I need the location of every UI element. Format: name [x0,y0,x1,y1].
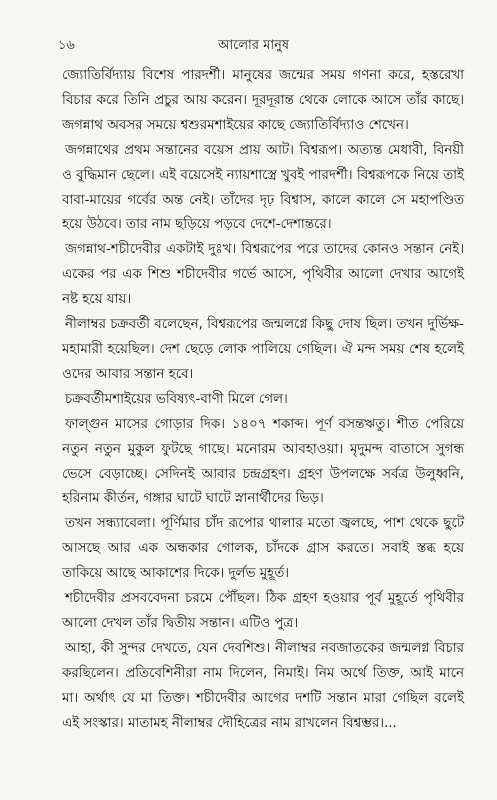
running-title: আলোর মানুষ [217,38,290,53]
paragraph: চক্রবর্তীমশাইয়ের ভবিষ্যৎ-বাণী মিলে গেল। [65,391,288,407]
paragraph: জগন্নাথের প্রথম সন্তানের বয়েস প্রায় আট। বিশ্বরূপ। অত্যন্ত মেধাবী, বিনয়ী ও বুদ্ধিমান ছেলে। এই বয়েসেই ন্যায়শাস্ত্রে খুবই পারদর্শী। বিশ্বরূপকে নিয়ে তাই বাবা-মায়ের গর্বের অন্ত নেই। তাঁদের দৃঢ় বিশ্বাস, কালে কালে সে মহাপণ্ডিত হয়ে উঠবে। তার নাম ছড়িয়ে পড়বে দেশে-দেশান্তরে। [62,142,464,233]
paragraph: আহা, কী সুন্দর দেখতে, যেন দেবশিশু। নীলাম্বর নবজাতকের জন্মলগ্ন বিচার করছিলেন। প্রতিবেশিনীরা নাম দিলেন, নিমাই। নিম অর্থে তিক্ত, আই মানে মা। অর্থাৎ যে মা তিক্ত। শচীদেবীর আগের দশটি সন্তান মারা গেছিল বলেই এই সংস্কার। মাতামহ নীলাম্বর দৌহিত্রের নাম রাখলেন বিশ্বম্ভর।... [62,640,464,731]
page-header [58,36,449,56]
paragraph: জগন্নাথ-শচীদেবীর একটাই দুঃখ। বিশ্বরূপের পরে তাদের কোনও সন্তান নেই। একের পর এক শিশু শচীদেবীর গর্ভে আসে, পৃথিবীর আলো দেখার আগেই নষ্ট হয়ে যায়। [62,242,464,308]
paragraph: ফাল্গুন মাসের গোড়ার দিক। ১৪০৭ শকাব্দ। পূর্ণ বসন্তঋতু। শীত পেরিয়ে নতুন নতুন মুকুল ফুটছে গাছে। মনোরম আবহাওয়া। মৃদুমন্দ বাতাসে সুগন্ধ ভেসে বেড়াচ্ছে। সেদিনই আবার চন্দ্রগ্রহণ। গ্রহণ উপলক্ষে সর্বত্র উলুধ্বনি, হরিনাম কীর্তন, গঙ্গার ঘাটে ঘাটে স্নানার্থীদের ভিড়। [62,416,464,507]
body-text [62,64,464,736]
paragraph: শচীদেবীর প্রসববেদনা চরমে পৌঁছল। ঠিক গ্রহণ হওয়ার পূর্ব মুহূর্তে পৃথিবীর আলো দেখল তাঁর দ্বিতীয় সন্তান। এটিও পুত্র। [62,591,464,631]
paragraph: জ্যোতির্বিদ্যায় বিশেষ পারদর্শী। মানুষের জন্মের সময় গণনা করে, হস্তরেখা বিচার করে তিনি প্রচুর আয় করেন। দূরদূরান্ত থেকে লোকে আসে তাঁর কাছে। জগন্নাথ অবসর সময়ে শ্বশুরমশাইয়ের কাছে জ্যোতির্বিদ্যাও শেখেন। [62,68,464,133]
paragraph: নীলাম্বর চক্রবর্তী বলেছেন, বিশ্বরূপের জন্মলগ্নে কিছু দোষ ছিল। তখন দুর্ভিক্ষ-মহামারী হয়েছিল। দেশ ছেড়ে লোক পালিয়ে গেছিল। ঐ মন্দ সময় শেষ হলেই ওদের আবার সন্তান হবে। [62,317,464,382]
page-number: ১৬ [58,38,75,53]
paragraph: তখন সন্ধ্যাবেলা। পূর্ণিমার চাঁদ রূপোর থালার মতো জ্বলছে, পাশ থেকে ছুটে আসছে আর এক অন্ধকার গোলক, চাঁদকে গ্রাস করতে। সবাই স্তব্ধ হয়ে তাকিয়ে আছে আকাশের দিকে। দুর্লভ মুহূর্ত। [62,516,464,582]
